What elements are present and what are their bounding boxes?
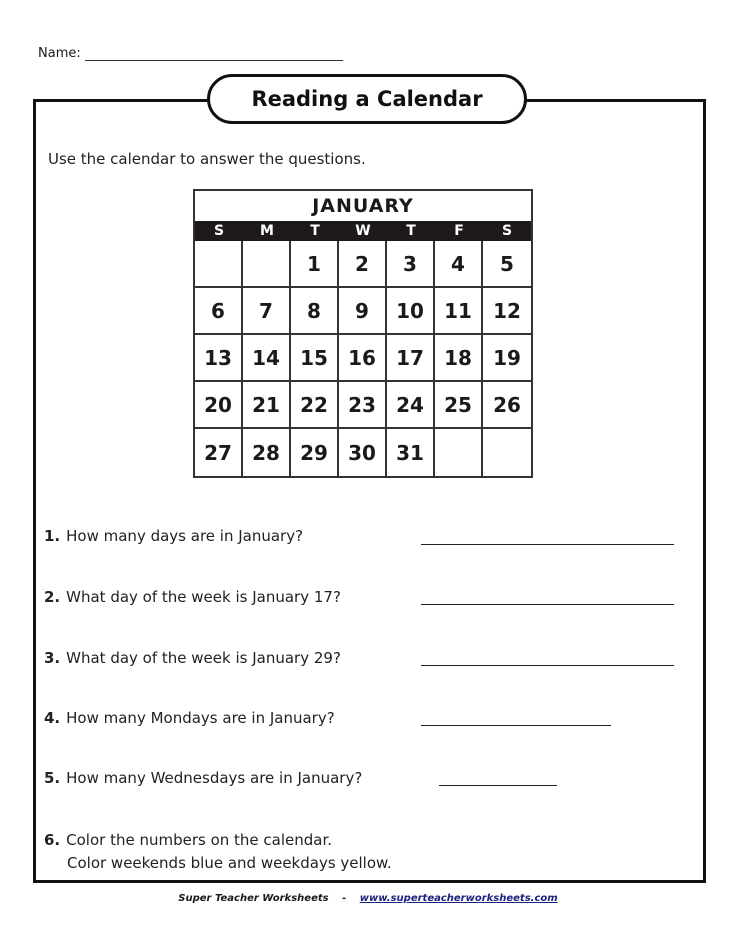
calendar-month: JANUARY	[312, 195, 414, 217]
calendar	[193, 189, 533, 478]
footer-link[interactable]: www.superteacherworksheets.com	[359, 893, 558, 904]
calendar-day-18: 18	[435, 335, 483, 382]
calendar-day-24: 24	[387, 382, 435, 429]
calendar-day-19: 19	[483, 335, 531, 382]
calendar-day-14: 14	[243, 335, 291, 382]
weekday-thu: T	[406, 223, 416, 239]
calendar-empty-cell	[243, 241, 291, 288]
question-number: 6.	[44, 831, 61, 849]
question-text: How many Mondays are in January?	[66, 709, 335, 727]
answer-line-5[interactable]	[439, 785, 557, 786]
answer-line-2[interactable]	[421, 604, 674, 605]
question-1	[44, 527, 303, 545]
question-3	[44, 649, 341, 667]
weekday-sat: S	[501, 223, 513, 239]
answer-line-1[interactable]	[421, 544, 674, 545]
question-2	[44, 588, 341, 606]
calendar-day-11: 11	[435, 288, 483, 335]
calendar-day-30: 30	[339, 429, 387, 476]
weekday-mon: M	[260, 223, 274, 239]
calendar-day-12: 12	[483, 288, 531, 335]
footer-separator: -	[342, 893, 347, 904]
calendar-day-28: 28	[243, 429, 291, 476]
answer-line-4[interactable]	[421, 725, 611, 726]
question-text-line2: Color weekends blue and weekdays yellow.	[67, 854, 392, 872]
calendar-day-3: 3	[387, 241, 435, 288]
calendar-day-16: 16	[339, 335, 387, 382]
question-5	[44, 769, 362, 787]
weekday-fri: F	[454, 223, 464, 239]
calendar-day-6: 6	[195, 288, 243, 335]
calendar-day-7: 7	[243, 288, 291, 335]
calendar-day-22: 22	[291, 382, 339, 429]
instructions: Use the calendar to answer the questions.	[48, 150, 366, 168]
footer	[0, 893, 736, 904]
footer-brand: Super Teacher Worksheets	[178, 893, 329, 904]
calendar-day-29: 29	[291, 429, 339, 476]
calendar-weekday-header	[195, 221, 531, 241]
calendar-empty-cell	[483, 429, 531, 476]
calendar-day-27: 27	[195, 429, 243, 476]
calendar-empty-cell	[195, 241, 243, 288]
calendar-day-10: 10	[387, 288, 435, 335]
question-number: 4.	[44, 709, 61, 727]
question-6	[44, 829, 392, 875]
page-title: Reading a Calendar	[251, 87, 483, 111]
calendar-day-20: 20	[195, 382, 243, 429]
question-number: 2.	[44, 588, 61, 606]
calendar-grid	[195, 241, 531, 476]
weekday-wed: W	[355, 223, 371, 239]
question-text: How many Wednesdays are in January?	[66, 769, 363, 787]
calendar-day-21: 21	[243, 382, 291, 429]
name-label: Name:	[38, 46, 81, 61]
weekday-sun: S	[213, 223, 225, 239]
answer-line-3[interactable]	[421, 665, 674, 666]
calendar-day-4: 4	[435, 241, 483, 288]
calendar-empty-cell	[435, 429, 483, 476]
name-row	[38, 46, 343, 61]
calendar-day-23: 23	[339, 382, 387, 429]
question-4	[44, 709, 335, 727]
calendar-day-17: 17	[387, 335, 435, 382]
calendar-day-13: 13	[195, 335, 243, 382]
question-text: Color the numbers on the calendar.	[66, 831, 333, 849]
calendar-day-5: 5	[483, 241, 531, 288]
title-banner	[207, 74, 527, 124]
question-text: What day of the week is January 29?	[66, 649, 341, 667]
question-number: 5.	[44, 769, 61, 787]
question-number: 1.	[44, 527, 61, 545]
calendar-day-31: 31	[387, 429, 435, 476]
weekday-tue: T	[310, 223, 320, 239]
name-field[interactable]	[85, 46, 343, 61]
question-text: What day of the week is January 17?	[66, 588, 341, 606]
question-text: How many days are in January?	[66, 527, 304, 545]
calendar-day-1: 1	[291, 241, 339, 288]
calendar-day-15: 15	[291, 335, 339, 382]
calendar-day-8: 8	[291, 288, 339, 335]
calendar-day-9: 9	[339, 288, 387, 335]
calendar-day-26: 26	[483, 382, 531, 429]
question-number: 3.	[44, 649, 61, 667]
calendar-day-25: 25	[435, 382, 483, 429]
calendar-day-2: 2	[339, 241, 387, 288]
